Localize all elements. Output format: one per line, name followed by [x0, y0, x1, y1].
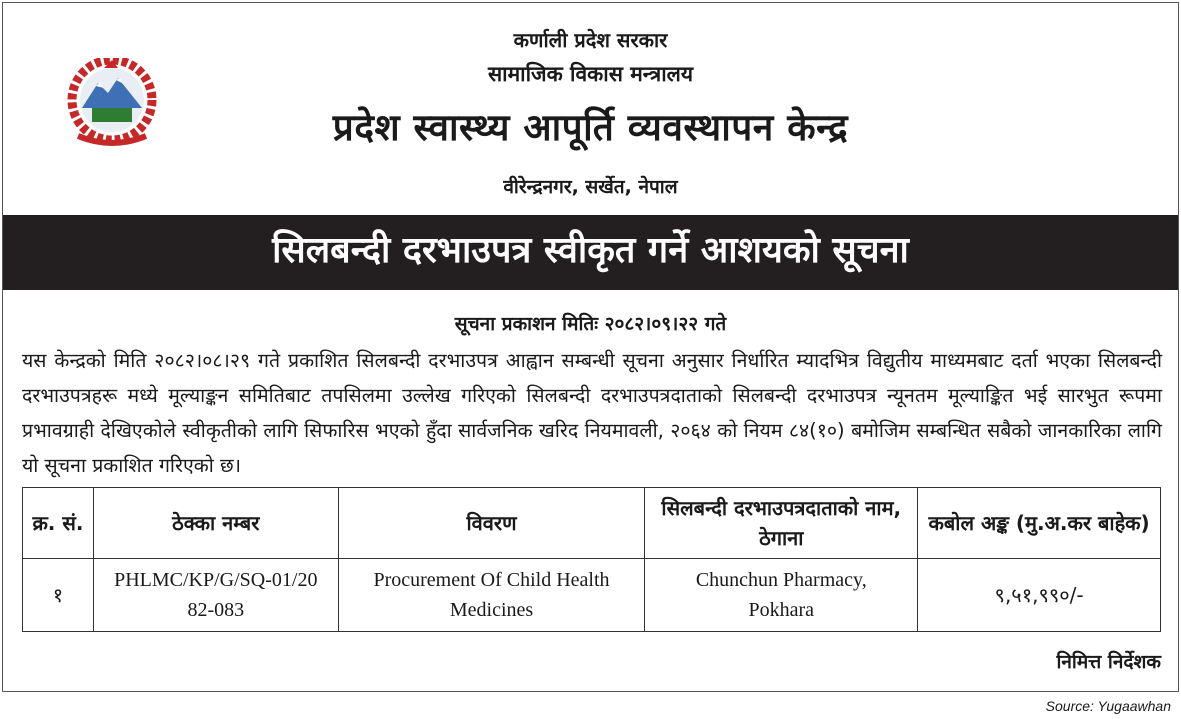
header-serial: क्र. सं. — [23, 488, 94, 559]
notice-title: सिलबन्दी दरभाउपत्र स्वीकृत गर्ने आशयको सूचना — [3, 215, 1178, 290]
office-address: वीरेन्द्रनगर, सर्खेत, नेपाल — [503, 176, 678, 198]
source-credit: Source: Yugaawhan — [1045, 698, 1171, 714]
header-contract-number: ठेक्का नम्बर — [93, 488, 338, 559]
notice-body: यस केन्द्रको मिति २०८२।०८।२९ गते प्रकाशित सिलबन्दी दरभाउपत्र आह्वान सम्बन्धी सूचना अनुसार निर्धारित म्यादभित्र विद्युतीय माध्यमबाट दर्ता भएका सिलबन्दी दरभाउपत्रहरू मध्ये मूल्याङ्कन समितिबाट तपसिलमा उल्लेख गरिएको सिलबन्दी दरभाउपत्रदाताको सिलबन्दी दरभाउपत्र न्यूनतम मूल्याङ्कित भई सारभुत रूपमा प्रभावग्राही देखिएकोले स्वीकृतीको लागि सिफारिस भएको हुँदा सार्वजनिक खरिद नियमावली, २०६४ को नियम ८४(१०) बमोजिम सम्बन्धित सबैको जानकारिका लागि यो सूचना प्रकाशित गरिएको छ। — [22, 349, 1162, 477]
table-header-row — [23, 488, 1161, 559]
signature-title: निमित्त निर्देशक — [1056, 651, 1161, 673]
cell-serial: १ — [23, 559, 94, 632]
office-name: प्रदेश स्वास्थ्य आपूर्ति व्यवस्थापन केन्द्र — [332, 106, 849, 149]
cell-bidder: Chunchun Pharmacy, Pokhara — [645, 559, 918, 632]
cell-contract-number: PHLMC/KP/G/SQ-01/2082-083 — [93, 559, 338, 632]
header-description: विवरण — [338, 488, 645, 559]
published-date: सूचना प्रकाशन मितिः २०८२।०९।२२ गते — [454, 313, 727, 335]
header-bid-amount: कबोल अङ्क (मु.अ.कर बाहेक) — [918, 488, 1161, 559]
header-bidder: सिलबन्दी दरभाउपत्रदाताको नाम, ठेगाना — [645, 488, 918, 559]
award-table — [22, 487, 1161, 632]
table-row — [23, 559, 1161, 632]
cell-bid-amount: ९,५१,९९०/- — [918, 559, 1161, 632]
cell-description: Procurement Of Child Health Medicines — [338, 559, 645, 632]
province-name: कर्णाली प्रदेश सरकार — [513, 28, 668, 52]
ministry-name: सामाजिक विकास मन्त्रालय — [487, 62, 694, 86]
